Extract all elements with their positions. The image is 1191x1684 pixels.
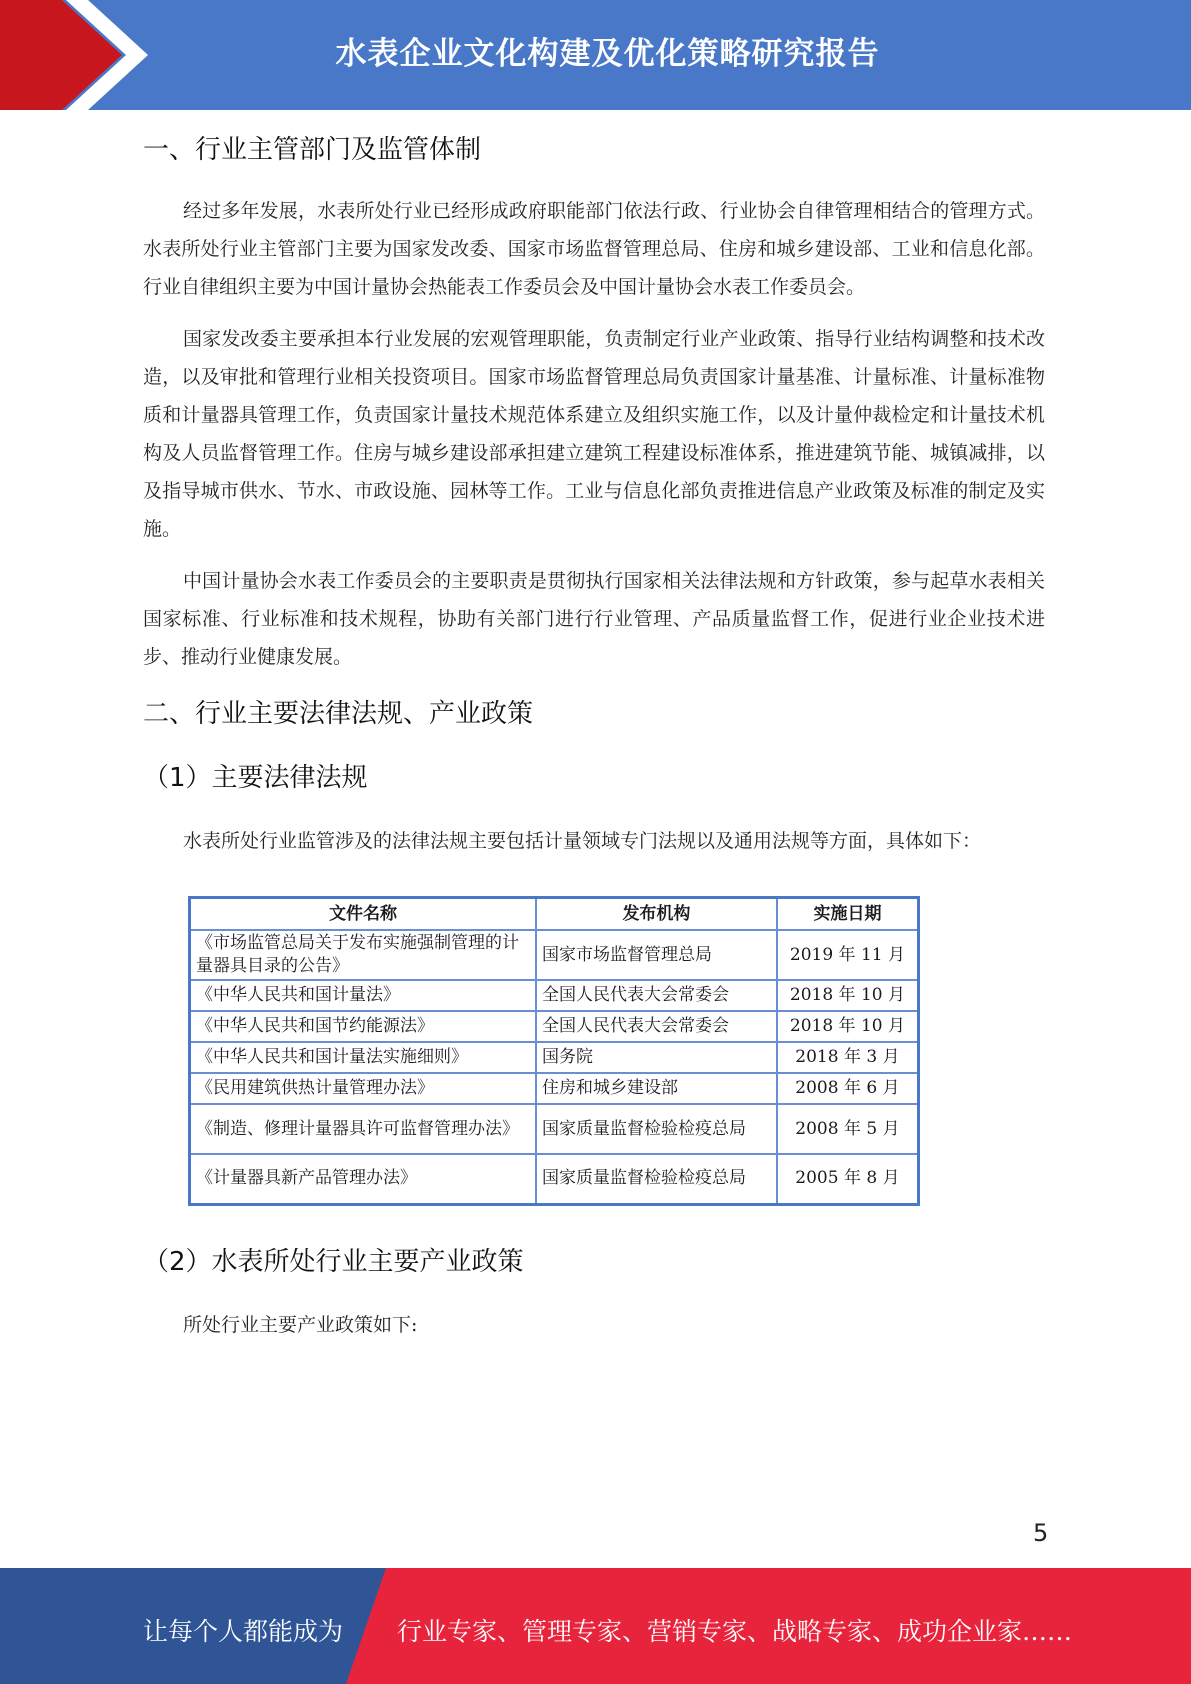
column-header: 发布机构 bbox=[536, 898, 777, 931]
table-cell-publisher: 全国人民代表大会常委会 bbox=[536, 1011, 777, 1042]
column-header: 文件名称 bbox=[190, 898, 536, 931]
table-cell-name: 《中华人民共和国计量法》 bbox=[190, 980, 536, 1011]
table-cell-publisher: 住房和城乡建设部 bbox=[536, 1073, 777, 1104]
page-footer bbox=[0, 1568, 1191, 1684]
table-cell-publisher: 国务院 bbox=[536, 1042, 777, 1073]
laws-table-wrapper bbox=[188, 896, 920, 1206]
paragraph: 水表所处行业监管涉及的法律法规主要包括计量领域专门法规以及通用法规等方面，具体如下： bbox=[183, 830, 982, 852]
table-cell-publisher: 国家质量监督检验检疫总局 bbox=[536, 1104, 777, 1154]
table-row bbox=[190, 1073, 919, 1104]
table-row bbox=[190, 1104, 919, 1154]
section-heading-2: 二、行业主要法律法规、产业政策 bbox=[143, 699, 534, 729]
table-cell-publisher: 国家市场监督管理总局 bbox=[536, 930, 777, 980]
table-cell-name: 《市场监管总局关于发布实施强制管理的计量器具目录的公告》 bbox=[190, 930, 536, 980]
laws-table bbox=[188, 896, 920, 1206]
table-row bbox=[190, 980, 919, 1011]
paragraph: 国家发改委主要承担本行业发展的宏观管理职能，负责制定行业产业政策、指导行业结构调整和技术改造，以及审批和管理行业相关投资项目。国家市场监督管理总局负责国家计量基准、计量标准、计量标准物质和计量器具管理工作，负责国家计量技术规范体系建立及组织实施工作，以及计量仲裁检定和计量技术机构及人员监督管理工作。住房与城乡建设部承担建立建筑工程建设标准体系，推进建筑节能、城镇减排，以及指导城市供水、节水、市政设施、园林等工作。工业与信息化部负责推进信息产业政策及标准的制定及实施。 bbox=[143, 328, 1045, 540]
table-cell-publisher: 国家质量监督检验检疫总局 bbox=[536, 1154, 777, 1204]
main-content bbox=[143, 128, 1045, 1344]
footer-slogan-right: 行业专家、管理专家、营销专家、战略专家、成功企业家…… bbox=[397, 1617, 1073, 1646]
table-cell-date: 2018 年 10 月 bbox=[777, 980, 919, 1011]
footer-slogan-left: 让每个人都能成为 bbox=[143, 1617, 344, 1646]
subsection-heading-laws: （1）主要法律法规 bbox=[143, 763, 368, 793]
table-cell-date: 2005 年 8 月 bbox=[777, 1154, 919, 1204]
paragraph: 所处行业主要产业政策如下: bbox=[183, 1313, 418, 1336]
table-row bbox=[190, 930, 919, 980]
table-cell-date: 2018 年 10 月 bbox=[777, 1011, 919, 1042]
paragraph: 经过多年发展，水表所处行业已经形成政府职能部门依法行政、行业协会自律管理相结合的管理方式。水表所处行业主管部门主要为国家发改委、国家市场监督管理总局、住房和城乡建设部、工业和信息化部。行业自律组织主要为中国计量协会热能表工作委员会及中国计量协会水表工作委员会。 bbox=[143, 200, 1045, 298]
header-title: 水表企业文化构建及优化策略研究报告 bbox=[335, 36, 880, 72]
table-cell-name: 《中华人民共和国节约能源法》 bbox=[190, 1011, 536, 1042]
table-cell-name: 《民用建筑供热计量管理办法》 bbox=[190, 1073, 536, 1104]
table-cell-name: 《中华人民共和国计量法实施细则》 bbox=[190, 1042, 536, 1073]
column-header: 实施日期 bbox=[777, 898, 919, 931]
table-cell-date: 2008 年 5 月 bbox=[777, 1104, 919, 1154]
table-cell-date: 2008 年 6 月 bbox=[777, 1073, 919, 1104]
page-header bbox=[0, 0, 1191, 110]
paragraph: 中国计量协会水表工作委员会的主要职责是贯彻执行国家相关法律法规和方针政策，参与起草水表相关国家标准、行业标准和技术规程，协助有关部门进行行业管理、产品质量监督工作，促进行业企业技术进步、推动行业健康发展。 bbox=[143, 570, 1045, 668]
section-heading-1: 一、行业主管部门及监管体制 bbox=[143, 135, 482, 165]
table-cell-name: 《制造、修理计量器具许可监督管理办法》 bbox=[190, 1104, 536, 1154]
table-cell-date: 2018 年 3 月 bbox=[777, 1042, 919, 1073]
table-cell-publisher: 全国人民代表大会常委会 bbox=[536, 980, 777, 1011]
table-row bbox=[190, 1042, 919, 1073]
table-cell-date: 2019 年 11 月 bbox=[777, 930, 919, 980]
table-row bbox=[190, 1011, 919, 1042]
table-header-row bbox=[190, 898, 919, 931]
page-number: 5 bbox=[1033, 1519, 1049, 1547]
subsection-heading-policies: （2）水表所处行业主要产业政策 bbox=[143, 1246, 524, 1277]
table-cell-name: 《计量器具新产品管理办法》 bbox=[190, 1154, 536, 1204]
table-row bbox=[190, 1154, 919, 1204]
